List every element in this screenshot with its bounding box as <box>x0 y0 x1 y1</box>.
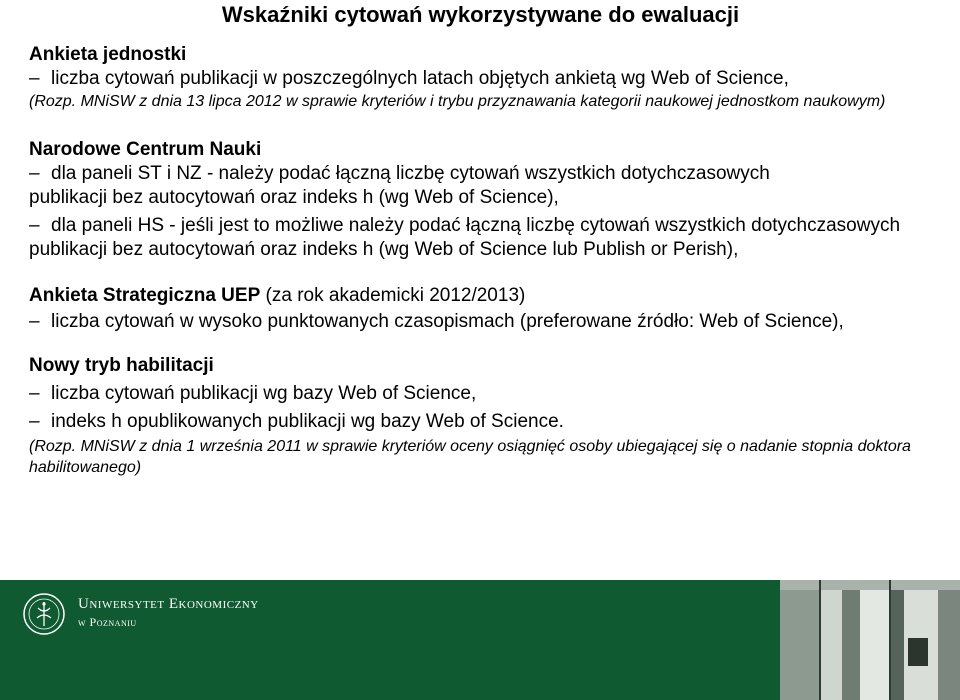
section-heading <box>29 354 949 378</box>
bullet-text: dla paneli HS - jeśli jest to możliwe należy podać łączną liczbę cytowań wszystkich dotychczasowych publikacji bez autocytowań oraz indeks h (wg Web of Science lub Publish or Perish), <box>29 215 901 260</box>
heading-text: Nowy tryb habilitacji <box>29 355 214 376</box>
bullet-text: dla paneli ST i NZ - należy podać łączną liczbę cytowań wszystkich dotychczasowych publikacji bez autocytowań oraz indeks h (wg Web of Science), <box>29 163 770 208</box>
heading-text: Ankieta jednostki <box>29 44 187 65</box>
footer-banner <box>0 580 960 700</box>
section-heading <box>29 43 949 67</box>
heading-tail-text: (za rok akademicki 2012/2013) <box>260 285 526 306</box>
bullet-text: liczba cytowań w wysoko punktowanych czasopismach (preferowane źródło: Web of Science), <box>51 311 844 332</box>
dash-bullet-icon: – <box>29 68 40 89</box>
university-seal-icon <box>22 592 66 636</box>
bullet-item <box>29 67 949 91</box>
university-name: Uniwersytet Ekonomiczny <box>78 596 259 612</box>
section-ankieta-jednostki <box>29 43 949 112</box>
dash-bullet-icon: – <box>29 311 40 332</box>
section-ncn <box>29 138 949 262</box>
bullet-text: liczba cytowań publikacji w poszczególnych latach objętych ankietą wg Web of Science, <box>51 68 789 89</box>
slide-content <box>29 43 949 478</box>
section-heading <box>29 138 949 162</box>
dash-bullet-icon: – <box>29 411 40 432</box>
dash-bullet-icon: – <box>29 383 40 404</box>
section-note: (Rozp. MNiSW z dnia 1 września 2011 w sprawie kryteriów oceny osiągnięć osoby ubiegającej się o nadanie stopnia doktora habilitowanego) <box>29 438 911 476</box>
section-ankieta-strategiczna <box>29 284 949 334</box>
bullet-text: indeks h opublikowanych publikacji wg bazy Web of Science. <box>51 411 564 432</box>
section-habilitacja <box>29 354 949 478</box>
building-columns-photo <box>780 580 960 700</box>
bullet-item <box>29 410 949 434</box>
slide-title <box>0 2 960 28</box>
heading-text: Narodowe Centrum Nauki <box>29 139 262 160</box>
slide-title-text: Wskaźniki cytowań wykorzystywane do ewaluacji <box>221 2 740 27</box>
bullet-item <box>29 214 929 262</box>
bullet-item <box>29 310 869 334</box>
dash-bullet-icon: – <box>29 215 40 236</box>
bullet-item <box>29 382 949 406</box>
university-city: w Poznaniu <box>78 615 137 629</box>
bullet-item <box>29 162 849 210</box>
section-note: (Rozp. MNiSW z dnia 13 lipca 2012 w sprawie kryteriów i trybu przyznawania kategorii naukowej jednostkom naukowym) <box>29 93 886 110</box>
dash-bullet-icon: – <box>29 163 40 184</box>
section-heading <box>29 284 949 308</box>
heading-text: Ankieta Strategiczna UEP <box>29 285 261 306</box>
bullet-text: liczba cytowań publikacji wg bazy Web of Science, <box>51 383 477 404</box>
